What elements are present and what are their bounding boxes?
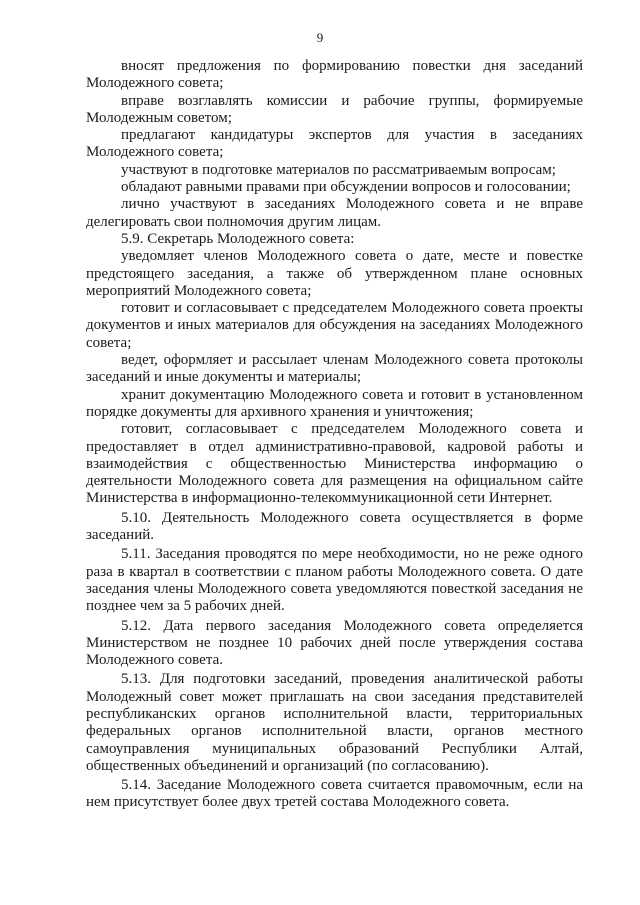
paragraph: уведомляет членов Молодежного совета о дате, месте и повестке предстоящего заседания, а также об утвержденном плане основных мероприятий Молодежного совета; (86, 248, 583, 299)
clause-5-14: 5.14. Заседание Молодежного совета считается правомочным, если на нем присутствует более двух третей состава Молодежного совета. (86, 777, 583, 811)
paragraph: ведет, оформляет и рассылает членам Молодежного совета протоколы заседаний и иные документы и материалы; (86, 352, 583, 386)
clause-5-10: 5.10. Деятельность Молодежного совета осуществляется в форме заседаний. (86, 509, 583, 544)
paragraph: вправе возглавлять комиссии и рабочие группы, формируемые Молодежным советом; (86, 92, 583, 126)
paragraph: готовит и согласовывает с председателем Молодежного совета проекты документов и иных материалов для обсуждения на заседаниях Молодежного совета; (86, 300, 583, 351)
paragraph: хранит документацию Молодежного совета и готовит в установленном порядке документы для архивного хранения и уничтожения; (86, 386, 583, 420)
paragraph: участвуют в подготовке материалов по рассматриваемым вопросам; (121, 161, 556, 178)
clause-5-13: 5.13. Для подготовки заседаний, проведения аналитической работы Молодежный совет может приглашать на свои заседания представителей республиканских органов исполнительной власти, территориальных федеральных органов исполнительной власти, органов местного самоуправления муниципальных образований Республики Алтай, общественных объединений и организаций (по согласованию). (86, 671, 583, 774)
paragraph: предлагают кандидатуры экспертов для участия в заседаниях Молодежного совета; (86, 127, 583, 161)
clause-5-11: 5.11. Заседания проводятся по мере необходимости, но не реже одного раза в квартал в соответствии с планом работы Молодежного совета. О дате заседания члены Молодежного совета уведомляются повесткой заседания не позднее чем за 5 рабочих дней. (86, 546, 583, 615)
document-body (86, 58, 583, 812)
clause-5-12: 5.12. Дата первого заседания Молодежного совета определяется Министерством не позднее 10 рабочих дней после утверждения состава Молодежного совета. (86, 617, 583, 669)
page-number: 9 (316, 30, 324, 45)
paragraph: готовит, согласовывает с председателем Молодежного совета и предоставляет в отдел административно-правовой, кадровой работы и взаимодействия с общественностью Министерства информацию о деятельности Молодежного совета для размещения на официальном сайте Министерства в информационно-телекоммуникационной сети Интернет. (86, 421, 583, 507)
paragraph: обладают равными правами при обсуждении вопросов и голосовании; (121, 179, 571, 196)
paragraph: лично участвуют в заседаниях Молодежного совета и не вправе делегировать свои полномочия другим лицам. (86, 196, 583, 230)
section-heading: 5.9. Секретарь Молодежного совета: (121, 230, 355, 247)
paragraph: вносят предложения по формированию повестки дня заседаний Молодежного совета; (86, 58, 583, 92)
